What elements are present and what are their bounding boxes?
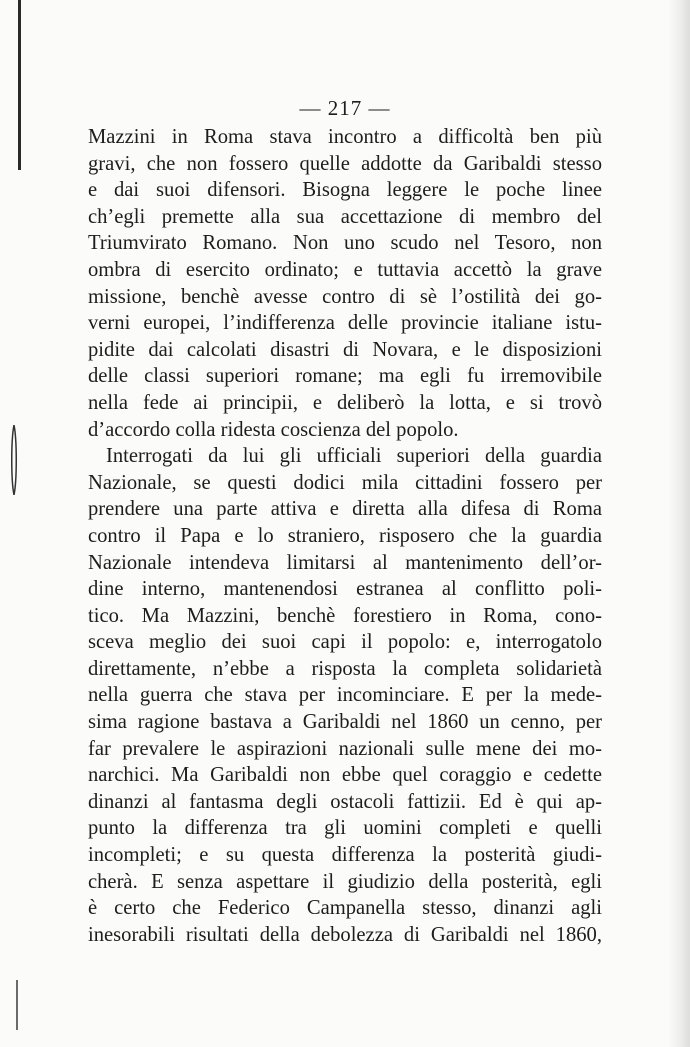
text-line: ch’egli premette alla sua accettazione di membro del (88, 205, 602, 228)
page-number: — 217 — (299, 96, 391, 120)
text-line: verni europei, l’indifferenza delle provincie italiane istu- (88, 312, 602, 335)
text-line: cherà. E senza aspettare il giudizio della posterità, egli (88, 870, 602, 893)
text-line: direttamente, n’ebbe a risposta la completa solidarietà (88, 657, 602, 680)
body-text (88, 124, 602, 948)
paragraph-start-line: Interrogati da lui gli ufficiali superiori della guardia (106, 445, 602, 468)
text-line: inesorabili risultati della debolezza di Garibaldi nel 1860, (88, 923, 602, 946)
text-line: Mazzini in Roma stava incontro a difficoltà ben più (88, 126, 602, 148)
text-line: contro il Papa e lo straniero, risposero che la guardia (88, 524, 602, 547)
text-line: ombra di esercito ordinato; e tuttavia accettò la grave (88, 258, 602, 281)
text-line: è certo che Federico Campanella stesso, dinanzi agli (88, 897, 602, 920)
text-line: e dai suoi difensori. Bisogna leggere le poche linee (88, 179, 602, 202)
text-line: pidite dai calcolati disastri di Novara, e le disposizioni (88, 338, 602, 361)
text-line: missione, benchè avesse contro di sè l’ostilità dei go- (88, 285, 602, 308)
text-line: Nazionale intendeva limitarsi al mantenimento dell’or- (88, 551, 602, 574)
text-line: Triumvirato Romano. Non uno scudo nel Tesoro, non (88, 232, 602, 255)
text-line: sima ragione bastava a Garibaldi nel 1860 un cenno, per (88, 711, 602, 734)
scan-edge-mark (10, 425, 18, 495)
text-line: incompleti; e su questa differenza la posterità giudi- (88, 844, 602, 867)
scan-edge-shade-right (668, 0, 690, 1047)
text-line: narchici. Ma Garibaldi non ebbe quel coraggio e cedette (88, 764, 602, 787)
paragraph-end-line: d’accordo colla ridesta coscienza del popolo. (88, 418, 459, 441)
text-line: delle classi superiori romane; ma egli fu irremovibile (88, 365, 602, 388)
text-line: dinanzi al fantasma degli ostacoli fattizii. Ed è qui ap- (88, 790, 602, 813)
text-line: far prevalere le aspirazioni nazionali sulle mene dei mo- (88, 737, 602, 760)
text-line: punto la differenza tra gli uomini completi e quelli (88, 817, 602, 840)
text-line: prendere una parte attiva e diretta alla difesa di Roma (88, 498, 602, 521)
text-line: nella guerra che stava per incominciare. E per la mede- (88, 684, 602, 707)
text-line: Nazionale, se questi dodici mila cittadini fossero per (88, 471, 602, 494)
scan-edge-shadow-lower (16, 980, 18, 1030)
text-line: nella fede ai principii, e deliberò la lotta, e si trovò (88, 391, 602, 414)
text-line: gravi, che non fossero quelle addotte da Garibaldi stesso (88, 152, 602, 175)
text-line: dine interno, mantenendosi estranea al conflitto poli- (88, 578, 602, 601)
scan-edge-shadow (18, 0, 21, 170)
text-line: sceva meglio dei suoi capi il popolo: e, interrogatolo (88, 631, 602, 654)
text-line: tico. Ma Mazzini, benchè forestiero in Roma, cono- (88, 604, 602, 627)
